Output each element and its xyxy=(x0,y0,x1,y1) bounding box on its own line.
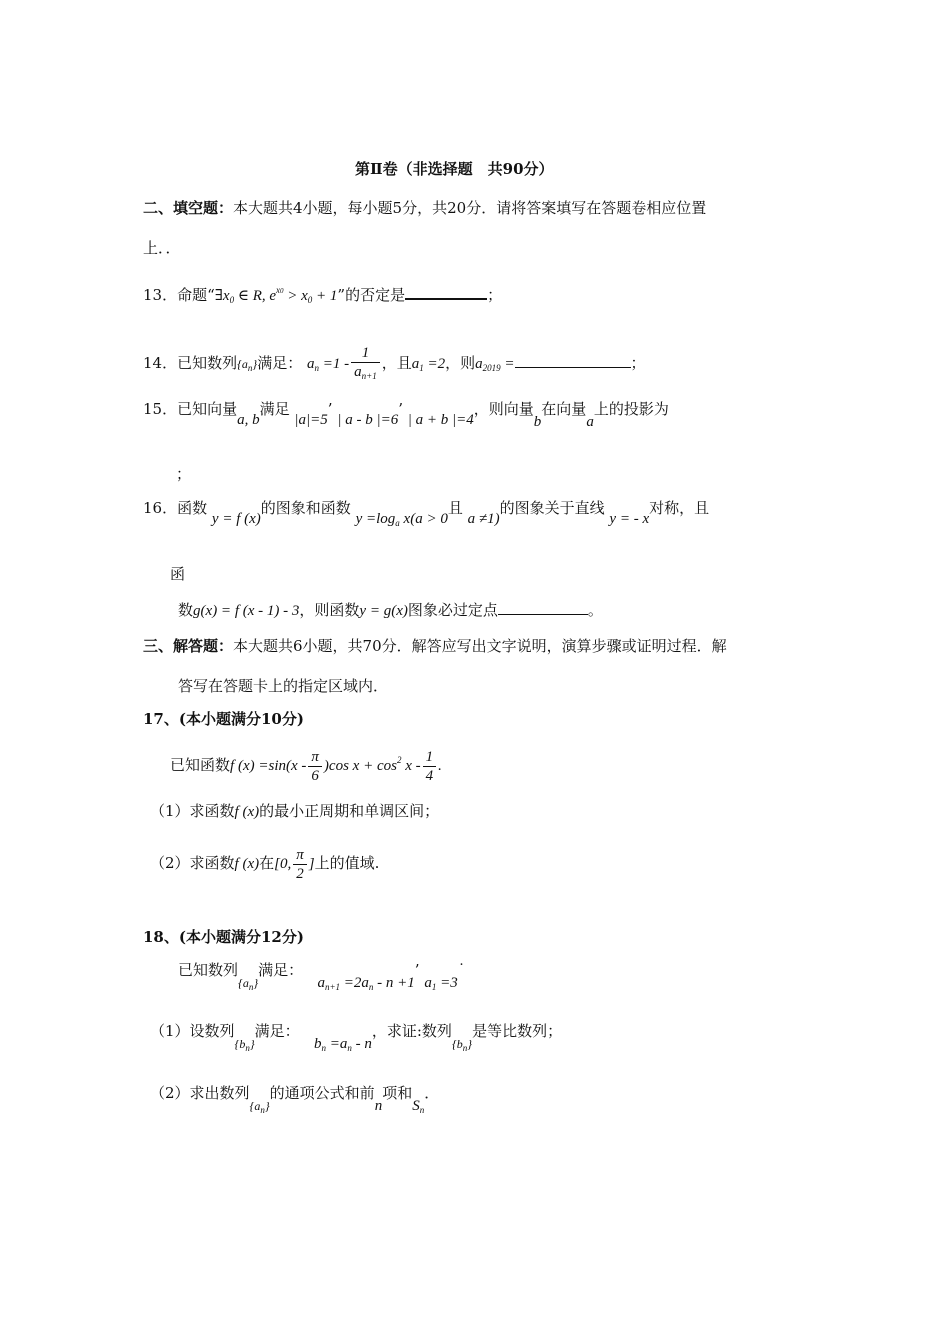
q17-given xyxy=(170,748,442,785)
q16-f3: a ≠1) xyxy=(467,511,500,527)
q14-number: 14． xyxy=(143,353,178,372)
q15-then: ，则向量 xyxy=(473,400,534,418)
q18-dot: ˙ xyxy=(457,961,466,979)
q18-given xyxy=(178,958,466,992)
q16-cont2-mid: ，则函数 xyxy=(299,601,360,619)
q14-target: $a_{2019}$ = xyxy=(475,355,515,373)
q15-vb: b xyxy=(533,414,542,430)
section-title: 第Ⅱ卷（非选择题 共90分） xyxy=(355,160,554,178)
q15-pre: 已知向量 xyxy=(177,400,238,418)
q16-sym: 的图象关于直线 xyxy=(499,499,605,517)
q18-p1-end: 是等比数列； xyxy=(472,1022,563,1040)
q18-rec: $a_{n+1} =2a_n - n +1$ xyxy=(317,975,415,992)
q17-given-text: 已知函数 xyxy=(170,756,231,774)
q16-period: 。 xyxy=(587,601,603,619)
q18-b-def: $b_n =a_n - n$ xyxy=(314,1036,372,1053)
q17-p1-rest: 的最小正周期和单调区间； xyxy=(259,802,440,820)
q15-mid: 满足 xyxy=(259,400,290,418)
q18-part2 xyxy=(150,1081,440,1115)
q16-mid: 的图象和函数 xyxy=(260,499,351,517)
q15-end: 上的投影为 xyxy=(593,400,669,418)
q17-title: 17、(本小题满分10分) xyxy=(143,710,304,728)
q13-pre: 命题“ xyxy=(177,286,215,304)
q16-f1: y = f (x) xyxy=(211,511,261,527)
q16-cont2-end: 图象必过定点 xyxy=(407,601,498,619)
q13-post: ”的否定是 xyxy=(337,286,406,304)
q18-given-text: 已知数列 xyxy=(178,961,239,979)
q18-init: $a_1 =3$ xyxy=(424,975,458,992)
q16-cont2 xyxy=(178,598,603,623)
q15-number: 15． xyxy=(143,400,178,418)
q14-formula: $a_n =1$ - $\frac{1}{a_{n+1}}$ xyxy=(307,356,382,372)
q18-set-b: {bn} xyxy=(234,1037,255,1053)
q18-n: n xyxy=(374,1098,383,1114)
q18-p2-rest: 项和 xyxy=(382,1084,413,1102)
q13-formula: $\exists x_0$ ∈ R, $e^{x0} > x_0 + 1$ xyxy=(214,285,338,305)
q18-p2-label: （2）求出数列 xyxy=(150,1084,250,1102)
q16-cont1: 函 xyxy=(170,565,186,583)
q16-g-def: g(x) = f (x - 1) - 3 xyxy=(193,603,300,619)
part3-intro xyxy=(143,634,727,658)
q17-p2-interval: [0, $\frac{\pi}{2}$ ] xyxy=(274,847,315,882)
question-14 xyxy=(143,344,646,385)
q15-cond1: |a|=5 xyxy=(294,412,328,428)
q15-cont: ； xyxy=(176,465,192,483)
q17-p1-f: f (x) xyxy=(234,804,260,820)
q16-answer-blank[interactable] xyxy=(498,614,588,615)
q18-set-a-2: {an} xyxy=(249,1099,270,1115)
part2-intro-text: 本大题共4小题，每小题5分，共20分．请将答案填写在答题卷相应位置 xyxy=(233,199,707,217)
part2-intro-cont: 上．． xyxy=(143,239,181,257)
q16-g: y = g(x) xyxy=(359,603,408,619)
q18-part1 xyxy=(150,1019,563,1053)
q15-cond2: | a - b |=6 xyxy=(337,412,399,428)
q14-mid: 满足： xyxy=(257,353,303,372)
part2-heading: 二、填空题： xyxy=(143,199,234,217)
q14-cond-pre: ，且 xyxy=(381,353,412,372)
q16-cont2-pre: 数 xyxy=(178,601,194,619)
q18-mid: 满足： xyxy=(258,961,304,979)
q14-then: ，则 xyxy=(445,353,476,372)
part3-heading: 三、解答题： xyxy=(143,637,234,655)
q16-end: 对称，且 xyxy=(649,499,710,517)
question-15: 15．已知向量a, b满足 |a|=5’ | a - b |=6’ | a + b |=4，则向量b在向量a上的投影为 xyxy=(143,400,669,430)
q17-p1-label: （1）求函数 xyxy=(150,802,235,820)
q14-cond: $a_1 =2$ xyxy=(411,355,446,373)
q17-p2-rest: 上的值域. xyxy=(314,853,380,872)
q17-part1 xyxy=(150,799,439,824)
q15-cond3: | a + b |=4 xyxy=(407,412,474,428)
q18-p1-mid: 满足： xyxy=(254,1022,300,1040)
part3-intro-text: 本大题共6小题，共70分．解答应写出文字说明，演算步骤或证明过程．解 xyxy=(233,637,727,655)
q13-answer-blank[interactable] xyxy=(405,298,487,300)
q14-pre: 已知数列 xyxy=(177,353,238,372)
q18-p2-mid: 的通项公式和前 xyxy=(269,1084,375,1102)
q15-va: a xyxy=(586,414,594,430)
q17-p2-in: 在 xyxy=(259,853,275,872)
q15-on: 在向量 xyxy=(541,400,587,418)
q16-pre: 函数 xyxy=(177,499,208,517)
q16-and: 且 xyxy=(447,499,463,517)
q16-f2: $y =\log_a$ x(a > 0 xyxy=(355,511,448,528)
q14-answer-blank[interactable] xyxy=(515,367,631,368)
q17-part2 xyxy=(150,846,379,883)
q18-sep: ’ xyxy=(414,961,420,979)
q14-end: ； xyxy=(630,353,646,372)
q18-p1-rest: ，求证:数列 xyxy=(371,1022,452,1040)
q18-set-b-2: {bn} xyxy=(451,1037,473,1053)
q13-number: 13． xyxy=(143,286,178,304)
part3-intro-cont: 答写在答题卡上的指定区域内． xyxy=(178,677,389,695)
q17-p2-label: （2）求函数 xyxy=(150,853,235,872)
question-13 xyxy=(143,278,502,312)
q17-formula: f (x) =sin(x - $\frac{\pi}{6}$ )cos $x + \cos^2 x$ - $\frac{1}{4}$ . xyxy=(230,749,442,785)
q18-sn: $S_n$ xyxy=(412,1098,425,1115)
q18-p2-end: ． xyxy=(424,1084,440,1102)
q18-title: 18、(本小题满分12分) xyxy=(143,928,304,946)
q16-line: y = - x xyxy=(609,511,650,527)
q13-end: ； xyxy=(487,286,503,304)
q14-set: $\{a_n\}$ xyxy=(237,356,258,373)
question-16 xyxy=(143,496,710,528)
part2-intro xyxy=(143,196,706,220)
q18-p1-label: （1）设数列 xyxy=(150,1022,235,1040)
q18-set-a: {an} xyxy=(238,976,259,992)
q17-p2-f: f (x) xyxy=(234,855,260,872)
q15-vars: a, b xyxy=(237,412,260,428)
q16-number: 16． xyxy=(143,499,178,517)
